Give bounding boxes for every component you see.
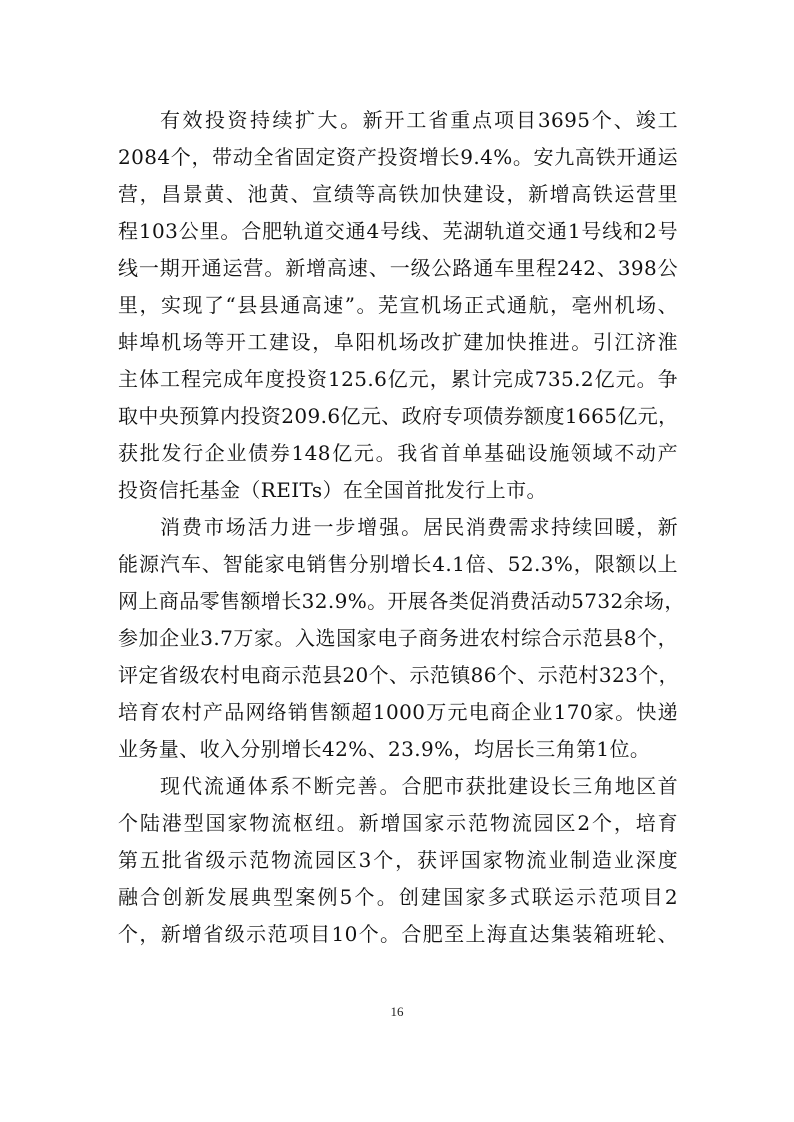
text-line: 第五批省级示范物流园区3个，获评国家物流业制造业深度 [118,848,678,872]
text-line: 评定省级农村电商示范县20个、示范镇86个、示范村323个， [118,663,680,687]
page-number: 16 [390,1004,404,1019]
paragraph-logistics [118,768,678,953]
text-line: 营，昌景黄、池黄、宣绩等高铁加快建设，新增高铁运营里 [118,182,678,206]
paragraph-investment [118,102,678,509]
text-line: 消费市场活力进一步增强。居民消费需求持续回暖，新 [160,515,678,539]
text-line: 业务量、收入分别增长42%、23.9%，均居长三角第1位。 [118,737,651,761]
text-line: 个陆港型国家物流枢纽。新增国家示范物流园区2个，培育 [118,811,678,835]
text-line: 参加企业3.7万家。入选国家电子商务进农村综合示范县8个， [118,626,678,650]
text-line: 线一期开通运营。新增高速、一级公路通车里程242、398公 [118,256,678,280]
text-line: 程103公里。合肥轨道交通4号线、芜湖轨道交通1号线和2号 [118,219,678,243]
document-body [118,102,685,953]
text-line: 里，实现了“县县通高速”。芜宣机场正式通航，亳州机场、 [118,293,678,317]
text-line: 个，新增省级示范项目10个。合肥至上海直达集装箱班轮、 [118,922,678,946]
text-line: 蚌埠机场等开工建设，阜阳机场改扩建加快推进。引江济淮 [118,330,678,354]
text-line: 现代流通体系不断完善。合肥市获批建设长三角地区首 [160,774,679,798]
text-line: 获批发行企业债券148亿元。我省首单基础设施领域不动产 [118,441,678,465]
text-line: 有效投资持续扩大。新开工省重点项目3695个、竣工 [160,108,678,132]
paragraph-consumption [118,509,685,768]
text-line: 投资信托基金（REITs）在全国首批发行上市。 [118,478,547,502]
text-line: 2084个，带动全省固定资产投资增长9.4%。安九高铁开通运 [118,145,678,169]
text-line: 网上商品零售额增长32.9%。开展各类促消费活动5732余场， [118,589,685,613]
text-line: 培育农村产品网络销售额超1000万元电商企业170家。快递 [118,700,678,724]
text-line: 主体工程完成年度投资125.6亿元，累计完成735.2亿元。争 [118,367,678,391]
text-line: 能源汽车、智能家电销售分别增长4.1倍、52.3%，限额以上 [118,552,678,576]
paragraph-lead: 有效投资持续扩大。 [160,108,363,132]
text-line: 取中央预算内投资209.6亿元、政府专项债券额度1665亿元， [118,404,679,428]
text-line: 融合创新发展典型案例5个。创建国家多式联运示范项目2 [118,885,678,909]
paragraph-lead: 消费市场活力进一步增强。 [160,515,424,539]
paragraph-lead: 现代流通体系不断完善。 [160,774,402,798]
